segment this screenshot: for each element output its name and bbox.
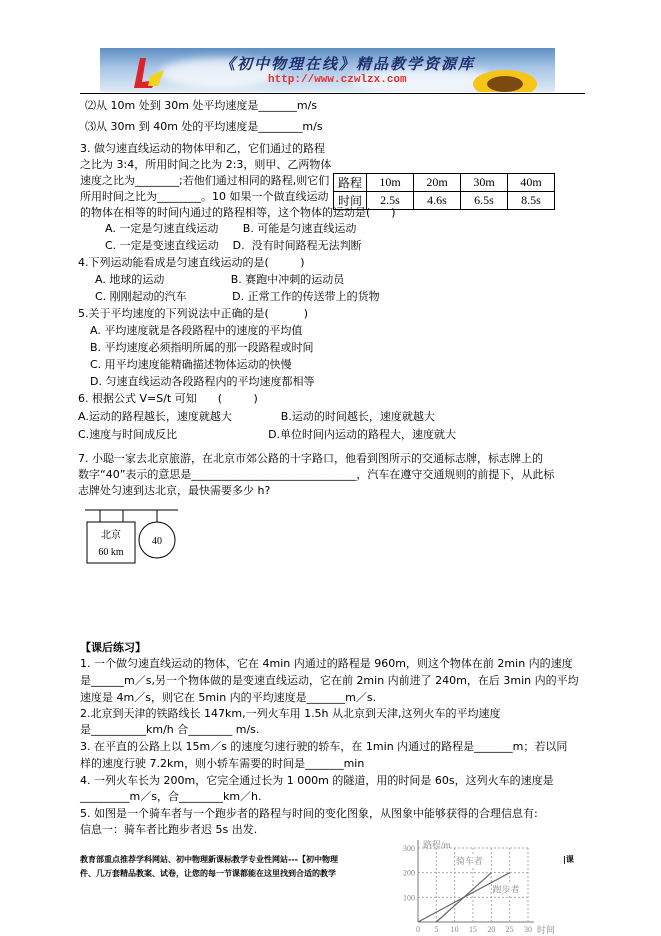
q3-line3: 速度之比为________;若他们通过相同的路程,则它们 xyxy=(80,174,330,187)
q3-line4: 所用时间之比为________。10 如果一个做直线运动 xyxy=(80,190,329,203)
y-tick-label: 100 xyxy=(403,893,415,903)
x-tick-label: 0 xyxy=(416,925,420,934)
table-cell: 路程 xyxy=(334,174,367,192)
q3-line1: 3. 做匀速直线运动的物体甲和乙，它们通过的路程 xyxy=(80,142,325,155)
speed-limit: 40 xyxy=(152,536,162,547)
sunflower-icon xyxy=(470,62,540,92)
q4-stem: 4.下列运动能看成是匀速直线运动的是( ) xyxy=(78,256,305,269)
q5-option-c: C. 用平均速度能精确描述物体运动的快慢 xyxy=(90,358,292,371)
q10-options-ab: A. 一定是匀速直线运动 B. 可能是匀速直线运动 xyxy=(105,222,357,235)
hw4-line1: 4. 一列火车长为 200m，它完全通过长为 1 000m 的隧道，用的时间是 60s，这列火车的速度是 xyxy=(80,774,554,787)
section-title: 【课后练习】 xyxy=(80,641,146,654)
banner-title: 《初中物理在线》精品教学资源库 xyxy=(220,55,476,73)
sign-distance: 60 km xyxy=(98,547,124,558)
q7-line2: 数字“40”表示的意思是______________________________，汽车在遵守交通规则的前提下，从此标 xyxy=(78,468,555,481)
distance-time-chart xyxy=(380,836,560,936)
q5-stem: 5.关于平均速度的下列说法中正确的是( ) xyxy=(78,307,309,320)
q4-options-cd: C. 刚刚起动的汽车 D. 正常工作的传送带上的货物 xyxy=(95,290,380,303)
q2-sub3: ⑶从 30m 到 40m 处的平均速度是________m/s xyxy=(85,120,323,133)
q10-stem: 的物体在相等的时间内通过的路程相等，这个物体的运动是( ) xyxy=(80,206,396,219)
hw1-line1: 1. 一个做匀速直线运动的物体，它在 4min 内通过的路程是 960m，则这个物体在前 2min 内的速度 xyxy=(80,657,573,670)
hw5-line2: 信息一：骑车者比跑步者迟 5s 出发. xyxy=(80,823,258,836)
chart-ylabel: 路程/m xyxy=(423,840,451,850)
hw2-line1: 2.北京到天津的铁路线长 147km,一列火车用 1.5h 从北京到天津,这列火车的平均速度 xyxy=(80,707,501,720)
hw1-line3: 速度是 4m／s，则它在 5min 内的平均速度是_______m／s. xyxy=(80,691,377,704)
hw5-line1: 5. 如图是一个骑车者与一个跑步者的路程与时间的变化图象，从图象中能够获得的合理信息有: xyxy=(80,807,538,820)
series-label: 跑步者 xyxy=(492,884,520,895)
footer-line1: 教育部重点推荐学科网站、初中物理新课标教学专业性网站---【初中物理 xyxy=(80,855,338,864)
table-cell: 20m xyxy=(414,174,461,192)
footer-line2: 件、几万套精品教案、试卷，让您的每一节课都能在这里找到合适的教学 xyxy=(80,869,336,878)
q6-stem: 6. 根据公式 V=S/t 可知 ( ) xyxy=(78,392,258,405)
q6-options-cd: C.速度与时间成反比 D.单位时间内运动的路程大，速度就大 xyxy=(78,428,457,441)
series-label: 骑车者 xyxy=(455,856,483,867)
q5-option-b: B. 平均速度必须指明所属的那一段路程或时间 xyxy=(90,341,314,354)
table-cell: 6.5s xyxy=(461,192,508,210)
table-cell: 10m xyxy=(367,174,414,192)
traffic-sign-diagram xyxy=(80,505,190,567)
table-cell: 时间 xyxy=(334,192,367,210)
hw3-line1: 3. 在平直的公路上以 15m／s 的速度匀速行驶的轿车，在 1min 内通过的路程是_______m；若以同 xyxy=(80,740,568,753)
table-cell: 4.6s xyxy=(414,192,461,210)
q2-sub2: ⑵从 10m 处到 30m 处平均速度是_______m/s xyxy=(85,99,318,112)
table-cell: 2.5s xyxy=(367,192,414,210)
q10-options-cd: C. 一定是变速直线运动 D. 没有时间路程无法判断 xyxy=(105,239,362,252)
x-tick-label: 25 xyxy=(505,925,514,934)
q7-line3: 志牌处匀速到达北京，最快需要多少 h? xyxy=(78,484,271,497)
q5-option-a: A. 平均速度就是各段路程中的速度的平均值 xyxy=(90,324,303,337)
x-tick-label: 10 xyxy=(450,925,459,934)
distance-time-table xyxy=(333,173,555,210)
table-cell: 30m xyxy=(461,174,508,192)
banner-url: http://www.czwlzx.com xyxy=(268,74,407,86)
hw4-line2: _________m／s，合________km／h. xyxy=(80,790,262,803)
q4-options-ab: A. 地球的运动 B. 赛跑中冲刺的运动员 xyxy=(95,273,345,286)
hw2-line2: 是__________km/h 合________ m/s. xyxy=(80,723,260,736)
hw3-line2: 样的速度行驶 7.2km，则小轿车需要的时间是_______min xyxy=(80,757,365,770)
x-tick-label: 20 xyxy=(487,925,496,934)
sign-city: 北京 xyxy=(101,530,121,541)
header-banner xyxy=(100,48,555,92)
y-tick-label: 200 xyxy=(403,868,415,878)
footer-line1-end: |课 xyxy=(563,855,574,864)
x-tick-label: 5 xyxy=(434,925,439,934)
q3-line2: 之比为 3:4，所用时间之比为 2:3，则甲、乙两物体 xyxy=(80,158,332,171)
chart-xlabel: 时间 xyxy=(537,925,556,935)
hw1-line2: 是______m／s,另一个物体做的是变速直线运动，它在前 2min 内前进了 240m，在后 3min 内的平均 xyxy=(80,674,579,687)
x-tick-label: 30 xyxy=(524,925,532,934)
q7-line1: 7. 小聪一家去北京旅游，在北京市郊公路的十字路口，他看到图所示的交通标志牌，标志牌上的 xyxy=(78,452,543,465)
q6-options-ab: A.运动的路程越长，速度就越大 B.运动的时间越长，速度就越大 xyxy=(78,410,435,423)
table-cell: 8.5s xyxy=(508,192,555,210)
logo-icon xyxy=(130,56,170,90)
header-rule xyxy=(80,93,585,94)
table-cell: 40m xyxy=(508,174,555,192)
x-tick-label: 15 xyxy=(469,925,477,934)
q5-option-d: D. 匀速直线运动各段路程内的平均速度都相等 xyxy=(90,375,315,388)
y-tick-label: 300 xyxy=(403,844,415,853)
